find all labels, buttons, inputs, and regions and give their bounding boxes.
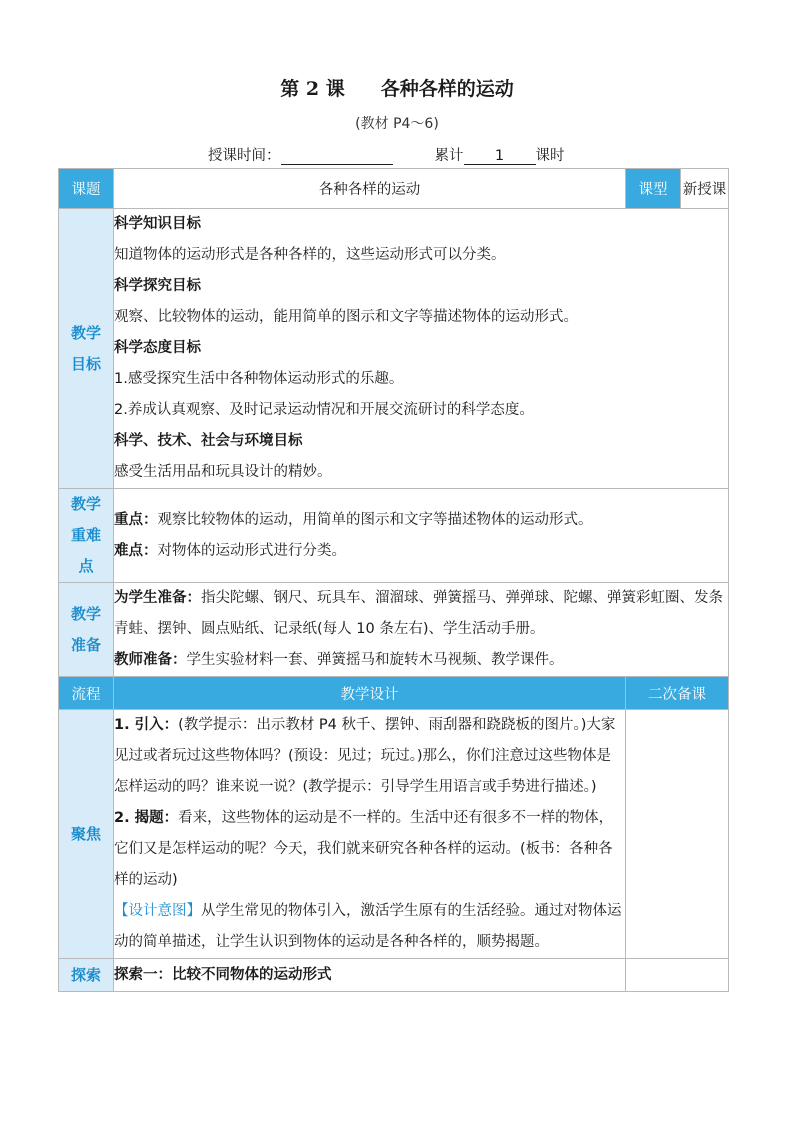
teacher-prep: 教师准备：学生实验材料一套、弹簧摇马和旋转木马视频、教学课件。 [114, 652, 564, 668]
difficult-point: 难点：对物体的运动形式进行分类。 [114, 542, 346, 559]
design-header: 教学设计 [114, 677, 626, 710]
flow-header-row [59, 677, 729, 710]
design-intent-paragraph: 【设计意图】从学生常见的物体引入，激活学生原有的生活经验。通过对物体运动的简单描述，让学生认识到物体的运动是各种各样的，顺势揭题。 [114, 903, 622, 950]
total-value: 1 [464, 148, 536, 165]
focus-content [114, 710, 626, 959]
keypoints-content [114, 489, 729, 583]
explore-second-prep [626, 959, 729, 992]
process-header: 流程 [59, 677, 114, 710]
focus-row [59, 710, 729, 959]
second-prep-header: 二次备课 [626, 677, 729, 710]
goal-text: 知道物体的运动形式是各种各样的，这些运动形式可以分类。 [114, 247, 506, 263]
key-point: 重点：观察比较物体的运动，用简单的图示和文字等描述物体的运动形式。 [114, 511, 593, 528]
goal-text: 2.养成认真观察、及时记录运动情况和开展交流研讨的科学态度。 [114, 402, 534, 418]
focus-label: 聚焦 [59, 710, 114, 959]
goal-heading-inquiry: 科学探究目标 [114, 278, 201, 294]
explore-label: 探索 [59, 959, 114, 992]
explore-row [59, 959, 729, 992]
goals-content [114, 209, 729, 489]
goal-text: 观察、比较物体的运动，能用简单的图示和文字等描述物体的运动形式。 [114, 309, 578, 325]
lesson-type-label: 课型 [626, 169, 681, 209]
prep-content [114, 583, 729, 677]
goal-heading-stse: 科学、技术、社会与环境目标 [114, 433, 303, 449]
explore-content: 探索一：比较不同物体的运动形式 [114, 959, 626, 992]
teaching-time-blank [281, 148, 393, 165]
topic-row [59, 169, 729, 209]
goal-text: 1.感受探究生活中各种物体运动形式的乐趣。 [114, 371, 404, 387]
lesson-meta [208, 144, 565, 165]
goal-heading-attitude: 科学态度目标 [114, 340, 201, 356]
lesson-number: 第 2 课 [280, 78, 345, 100]
topic-value: 各种各样的运动 [114, 169, 626, 209]
teaching-time-label: 授课时间： [208, 148, 281, 164]
goal-text: 感受生活用品和玩具设计的精妙。 [114, 464, 332, 480]
total-label: 累计 [434, 148, 464, 164]
keypoints-label: 教学 重难 点 [59, 489, 114, 583]
prep-label: 教学 准备 [59, 583, 114, 677]
lesson-title-line [0, 74, 794, 101]
keypoints-row [59, 489, 729, 583]
focus-second-prep [626, 710, 729, 959]
goal-heading-knowledge: 科学知识目标 [114, 216, 201, 232]
reveal-paragraph: 2. 揭题：看来，这些物体的运动是不一样的。生活中还有很多不一样的物体，它们又是怎样运动的呢？今天，我们就来研究各种各样的运动。(板书：各种各样的运动) [114, 810, 614, 888]
textbook-pages: (教材 P4～6) [355, 116, 439, 132]
period-label: 课时 [535, 148, 565, 164]
topic-label: 课题 [59, 169, 114, 209]
lesson-title: 各种各样的运动 [380, 78, 514, 100]
lesson-type-value: 新授课 [681, 169, 729, 209]
lesson-plan-table [58, 168, 729, 992]
prep-row [59, 583, 729, 677]
student-prep: 为学生准备：指尖陀螺、钢尺、玩具车、溜溜球、弹簧摇马、弹弹球、陀螺、弹簧彩虹圈、发条青蛙、摆钟、圆点贴纸、记录纸(每人 10 条左右)、学生活动手册。 [114, 590, 723, 637]
goals-row [59, 209, 729, 489]
intro-paragraph: 1. 引入：(教学提示：出示教材 P4 秋千、摆钟、雨刮器和跷跷板的图片。)大家见过或者玩过这些物体吗？(预设：见过；玩过。)那么，你们注意过这些物体是怎样运动的吗？谁来说一说？(教学提示：引导学生用语言或手势进行描述。) [114, 717, 616, 795]
goals-label: 教学 目标 [59, 209, 114, 489]
